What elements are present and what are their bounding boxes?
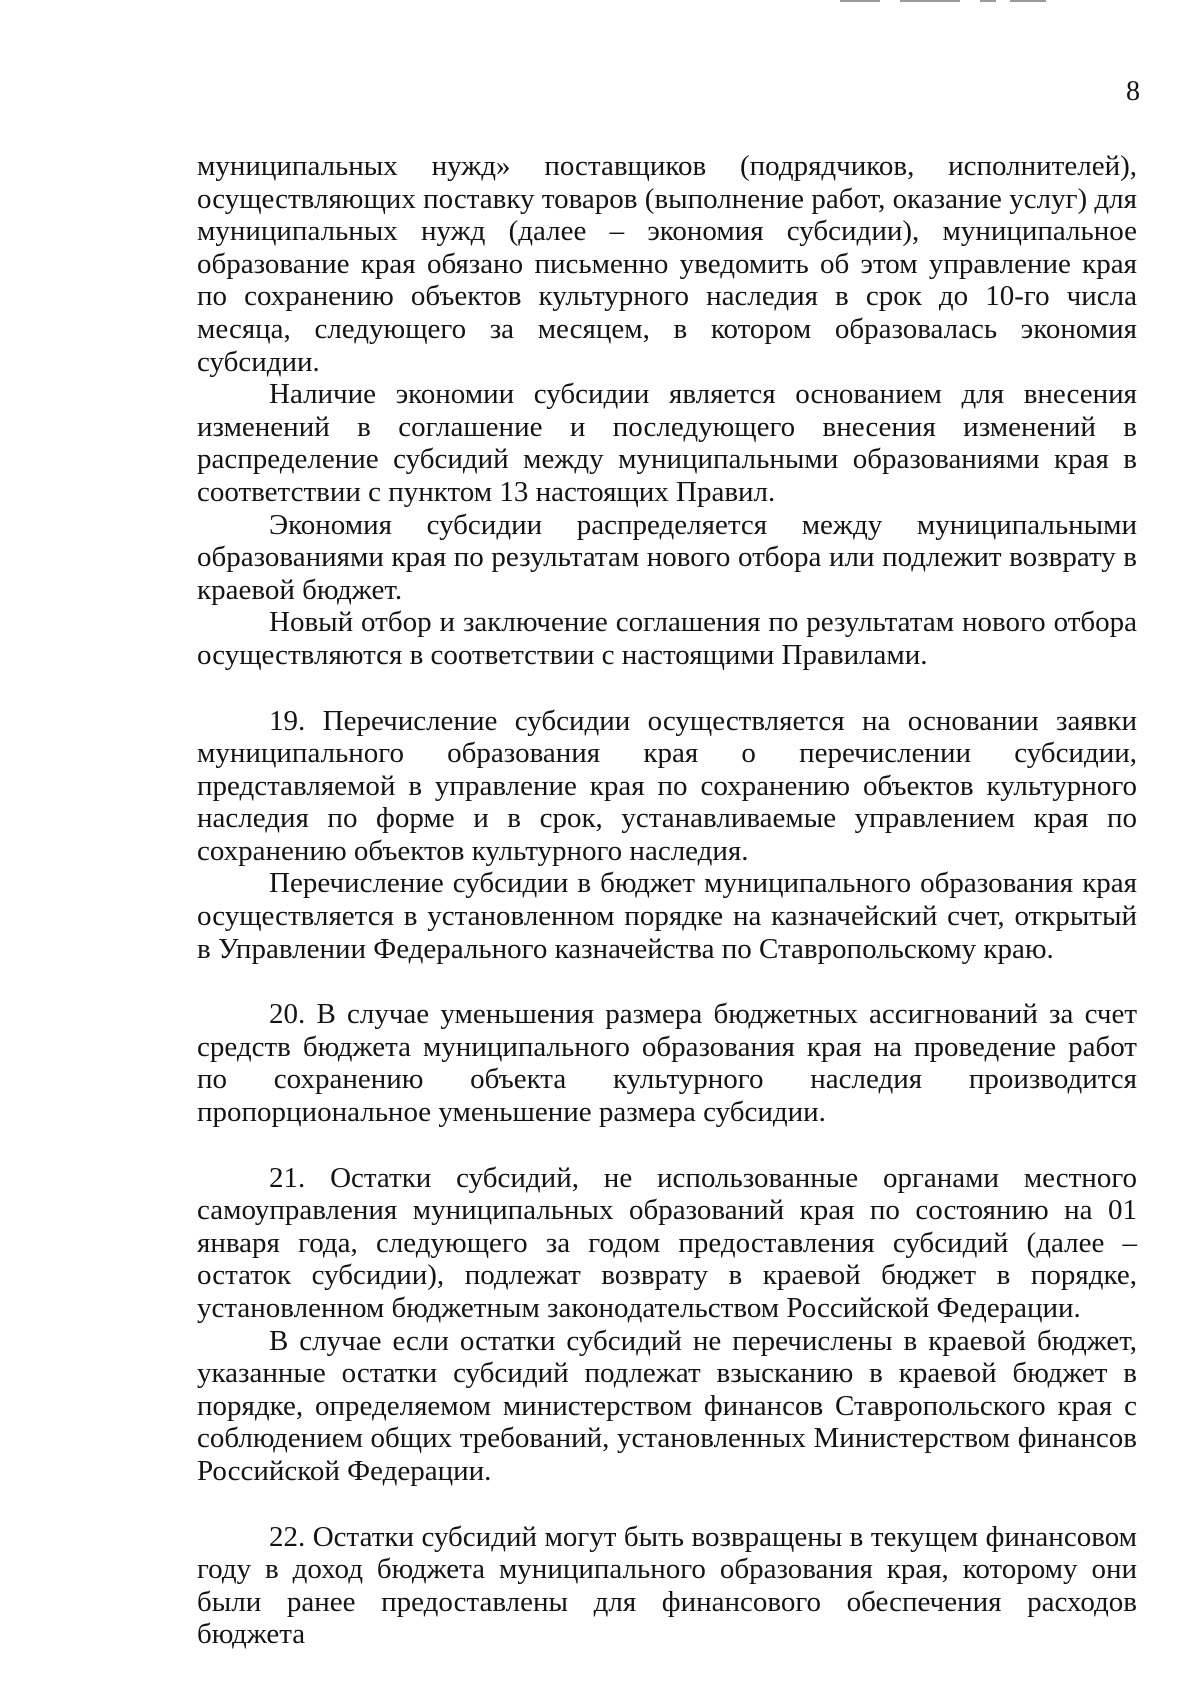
paragraph-p3: Экономия субсидии распределяется между муниципальными образованиями края по результатам нового отбора или подлежит возврату в краевой бюджет. xyxy=(197,508,1137,606)
paragraph-p8: 21. Остатки субсидий, не использованные органами местного самоуправления муниципальных образований края по состоянию на 01 января года, следующего за годом предоставления субсидий (далее – остаток субсидии), подлежат возврату в краевой бюджет в порядке, установленном бюджетным законодательством Российской Федерации. xyxy=(197,1161,1137,1324)
paragraph-p1: муниципальных нужд» поставщиков (подрядчиков, исполнителей), осуществляющих поставку товаров (выполнение работ, оказание услуг) для муниципальных нужд (далее – экономия субсидии), муниципальное образование края обязано письменно уведомить об этом управление края по сохранению объектов культурного наследия в срок до 10-го числа месяца, следующего за месяцем, в котором образовалась экономия субсидии. xyxy=(197,150,1137,378)
page-number: 8 xyxy=(1126,76,1140,107)
paragraph-p4: Новый отбор и заключение соглашения по результатам нового отбора осуществляются в соответствии с настоящими Правилами. xyxy=(197,606,1137,671)
paragraph-p2: Наличие экономии субсидии является основанием для внесения изменений в соглашение и последующего внесения изменений в распределение субсидий между муниципальными образованиями края в соответствии с пунктом 13 настоящих Правил. xyxy=(197,378,1137,508)
paragraph-p10: 22. Остатки субсидий могут быть возвращены в текущем финансовом году в доход бюджета муниципального образования края, которому они были ранее предоставлены для финансового обеспечения расходов бюджета xyxy=(197,1520,1137,1651)
document-body xyxy=(197,150,1137,1651)
paragraph-p9: В случае если остатки субсидий не перечислены в краевой бюджет, указанные остатки субсидий подлежат взысканию в краевой бюджет в порядке, определяемом министерством финансов Ставропольского края с соблюдением общих требований, установленных Министерством финансов Российской Федерации. xyxy=(197,1324,1137,1487)
paragraph-p6: Перечисление субсидии в бюджет муниципального образования края осуществляется в установленном порядке на казначейский счет, открытый в Управлении Федерального казначейства по Ставропольскому краю. xyxy=(197,867,1137,965)
paragraph-p7: 20. В случае уменьшения размера бюджетных ассигнований за счет средств бюджета муниципального образования края на проведение работ по сохранению объекта культурного наследия производится пропорциональное уменьшение размера субсидии. xyxy=(197,998,1137,1129)
scan-artifact xyxy=(840,0,1050,4)
paragraph-p5: 19. Перечисление субсидии осуществляется на основании заявки муниципального образования края о перечислении субсидии, представляемой в управление края по сохранению объектов культурного наследия по форме и в срок, устанавливаемые управлением края по сохранению объектов культурного наследия. xyxy=(197,704,1137,867)
